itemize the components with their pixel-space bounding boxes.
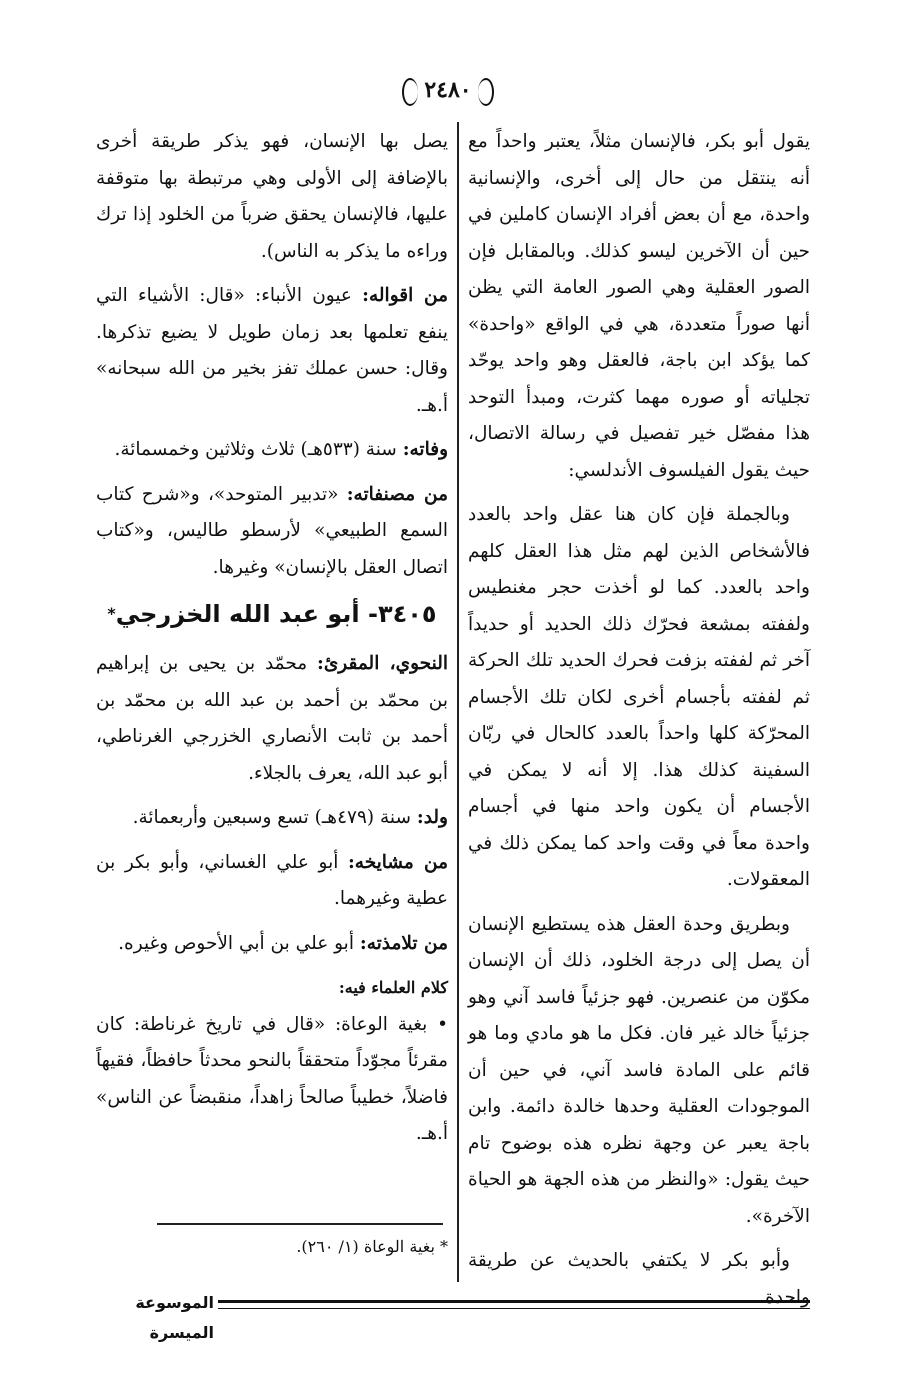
death-label: وفاته: — [402, 439, 448, 460]
entry-heading — [96, 594, 448, 634]
sayings-entry — [96, 278, 448, 424]
entry-title: ٣٤٠٥- أبو عبد الله الخزرجي — [115, 600, 437, 628]
paragraph: وأبو بكر لا يكتفي بالحديث عن طريقة واحدة — [468, 1250, 810, 1308]
bio-label: النحوي، المقرئ: — [316, 653, 448, 674]
works-text: «تدبير المتوحد»، و«شرح كتاب السمع الطبيعي» لأرسطو طاليس، و«كتاب اتصال العقل بالإنسان» وغيرها. — [96, 483, 448, 578]
sayings-label: من اقواله: — [362, 285, 448, 306]
death-text: سنة (٥٣٣هـ) ثلاث وثلاثين وخمسمائة. — [114, 439, 403, 460]
born-entry — [96, 800, 448, 837]
students-label: من تلامذته: — [359, 932, 448, 954]
works-entry — [96, 477, 448, 587]
sayings-text: عيون الأنباء: «قال: الأشياء التي ينفع تعلمها بعد زمان طويل لا يضيع تذكرها. وقال: حسن عملك تفز بخير من الله سبحانه» أ.هـ. — [96, 285, 448, 416]
students-text: أبو علي بن أبي الأحوص وغيره. — [118, 932, 360, 954]
footnote-divider — [157, 1223, 443, 1225]
born-text: سنة (٤٧٩هـ) تسع وسبعين وأربعمائة. — [132, 807, 417, 828]
column-divider — [457, 122, 459, 1282]
teachers-text: أبو علي الغساني، وأبو بكر بن عطية وغيرهما. — [96, 851, 448, 909]
bio-entry — [96, 646, 448, 792]
paragraph: يقول أبو بكر، فالإنسان مثلاً، يعتبر واحداً مع أنه ينتقل من حال إلى أخرى، والإنسانية واحدة، مع أن بعض أفراد الإنسان كاملين في حين أن الآخرين ليسو كذلك. وبالمقابل فإن الصور العقلية وهي الصور العامة التي يظن أنها صوراً متعددة، هي في الواقع «واحدة» كما يؤكد ابن باجة، فالعقل وهو واحد يوحّد تجلياته أو صوره مهما كثرت، ومبدأ التوحد هذا مفصّل خير تفصيل في رسالة الاتصال، حيث يقول الفيلسوف الأندلسي: — [468, 131, 810, 481]
paragraph: يصل بها الإنسان، فهو يذكر طريقة أخرى بالإضافة إلى الأولى وهي مرتبطة بها متوقفة عليها، فالإنسان يحقق ضرباً من الخلود إذا ترك وراءه ما يذكر به الناس). — [96, 131, 448, 262]
right-column — [468, 124, 810, 1324]
footer-title: الموسوعة الميسرة — [135, 1293, 214, 1342]
page-number: ٢٤٨٠ — [402, 72, 494, 108]
quotation-paragraph: وبالجملة فإن كان هنا عقل واحد بالعدد فالأشخاص الذين لهم مثل هذا العقل كلهم واحد بالعدد. كما لو أخذت حجر مغنطيس ولففته بمشعة فحرّك ذلك الحديد أو حديداً آخر ثم لففته بزفت فحرك الحديد تلك الحركة ثم لففته بأجسام أخرى لكان تلك الأجسام المحرّكة كلها واحداً بالعدد كالحال في ربّان السفينة كذلك هذا. إلا أنه لا يمكن في الأجسام أن يكون واحد منها في أجسام واحدة معاً في وقت واحد كما يمكن ذلك في المعقولات. — [468, 504, 810, 890]
students-entry — [96, 926, 448, 963]
teachers-entry — [96, 845, 448, 918]
paragraph: وبطريق وحدة العقل هذه يستطيع الإنسان أن يصل إلى درجة الخلود، ذلك أن الإنسان مكوّن من عنصرين. فهو جزئياً فاسد آني وهو جزئياً خالد غير فان. فكل ما هو مادي وما هو قائم على المادة فاسد آني، في حين أن الموجودات العقلية وحدها خالدة دائمة. وابن باجة يعبر عن وجهة نظره هذه بوضوح تام حيث يقول: «والنظر من هذه الجهة هو الحياة الآخرة». — [468, 913, 810, 1227]
footnote: * بغية الوعاة (١/ ٢٦٠). — [296, 1237, 448, 1256]
left-column — [96, 124, 448, 1161]
scholars-heading: كلام العلماء فيه: — [338, 978, 448, 997]
footnote-marker: * — [107, 604, 116, 623]
born-label: ولد: — [416, 807, 448, 828]
bio-text: محمّد بن يحيى بن إبراهيم بن محمّد بن أحمد بن عبد الله بن محمّد بن أحمد بن ثابت الأنصاري الخزرجي الغرناطي، أبو عبد الله، يعرف بالجلاء. — [96, 653, 448, 784]
quote-paragraph: • بغية الوعاة: «قال في تاريخ غرناطة: كان مقرئاً مجوّداً متحققاً بالنحو محدثاً حافظاً، فقيهاً فاضلاً، خطيباً صالحاً زاهداً، منقبضاً عن الناس» أ.هـ. — [96, 1013, 448, 1144]
death-entry — [96, 432, 448, 469]
works-label: من مصنفاته: — [346, 483, 448, 505]
footer-rule — [218, 1300, 810, 1309]
teachers-label: من مشايخه: — [347, 851, 448, 873]
